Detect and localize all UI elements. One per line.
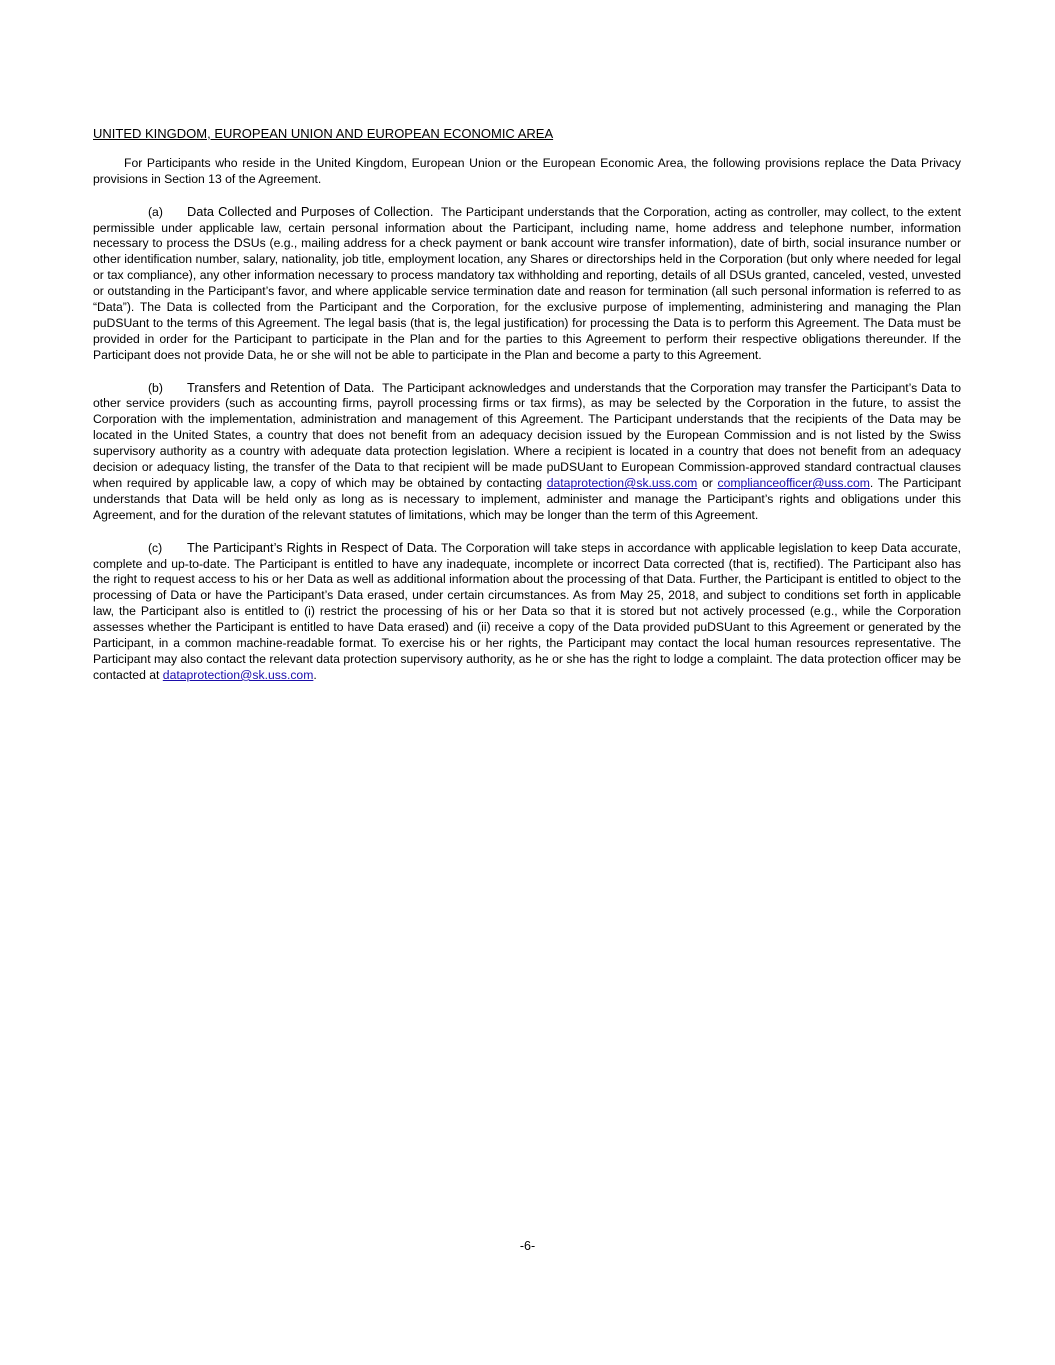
paragraph-c-title: The Participant’s Rights in Respect of Data. — [187, 539, 438, 555]
paragraph-b-label: (b) — [148, 380, 163, 395]
paragraph-b-title: Transfers and Retention of Data. — [187, 379, 375, 395]
dpo-email-link[interactable]: dataprotection@sk.uss.com — [162, 667, 314, 682]
paragraph-a-title: Data Collected and Purposes of Collection. — [187, 203, 434, 219]
intro-paragraph: For Participants who reside in the United Kingdom, European Union or the European Economic Area, the following provisions replace the Data Privacy provisions in Section 13 of the Agreement. — [93, 155, 961, 186]
dataprotection-email-link[interactable]: dataprotection@sk.uss.com — [546, 476, 698, 490]
paragraph-c — [93, 540, 961, 684]
section-heading: UNITED KINGDOM, EUROPEAN UNION AND EUROPEAN ECONOMIC AREA — [93, 126, 554, 141]
paragraph-a-text: The Participant understands that the Corporation, acting as controller, may collect, to the extent permissible under applicable law, certain personal information about the Participant, including name, home address and telephone number, information necessary to process the DSUs (e.g., mailing address for a check payment or bank account wire transfer information), date of birth, social insurance number or other identification number, salary, nationality, job title, employment location, any Shares or directorships held in the Corporation (but only where needed for legal or tax compliance), any other information necessary to process mandatory tax withholding and reporting, details of all DSUs granted, canceled, vested, unvested or outstanding in the Participant’s favor, and where applicable service termination date and reason for termination (all such personal information is referred to as “Data”). The Data is collected from the Participant and the Corporation, for the exclusive purpose of implementing, administering and managing the Plan puDSUant to the terms of this Agreement. The legal basis (that is, the legal justification) for processing the Data is to perform this Agreement. The Data must be provided in order for the Participant to participate in the Plan and for the parties to this Agreement to perform their respective obligations thereunder. If the Participant does not provide Data, he or she will not be able to participate in the Plan and become a party to this Agreement. — [93, 204, 961, 362]
document-page — [93, 126, 961, 700]
paragraph-c-label: (c) — [148, 540, 163, 555]
paragraph-a-label: (a) — [148, 204, 163, 219]
paragraph-b-joiner: or — [702, 476, 713, 490]
page-number: -6- — [519, 1239, 536, 1253]
paragraph-b-text-before: The Participant acknowledges and understands that the Corporation may transfer the Participant’s Data to other service providers (such as accounting firms, payroll processing firms or tax firms), as may be selected by the Corporation in the future, to assist the Corporation with the implementation, administration and management of this Agreement. The Participant understands that the recipients of the Data may be located in the United States, a country that does not benefit from an adequacy decision issued by the European Commission and is not listed by the Swiss supervisory authority as a country with adequate data protection legislation. Where a recipient is located in a country that does not benefit from an adequacy decision or adequacy listing, the transfer of the Data to that recipient will be made puDSUant to European Commission-approved standard contractual clauses when required by applicable law, a copy of which may be obtained by contacting — [93, 380, 961, 490]
complianceofficer-email-link[interactable]: complianceofficer@uss.com — [717, 476, 870, 490]
paragraph-a — [93, 204, 961, 364]
paragraph-b-text-after: . The Participant understands that Data will be held only as long as is necessary to implement, administer and manage the Participant’s rights and obligations under this Agreement, and for the duration of the relevant statutes of limitations, which may be longer than the term of this Agreement. — [93, 476, 962, 522]
paragraph-b — [93, 380, 961, 524]
paragraph-c-text-before: The Corporation will take steps in accordance with applicable legislation to keep Data accurate, complete and up-to-date. The Participant is entitled to have any inadequate, incomplete or incorrect Data corrected (that is, rectified). The Participant also has the right to request access to his or her Data as well as additional information about the processing of that Data. Further, the Participant is entitled to object to the processing of Data or have the Participant’s Data erased, under certain circumstances. As from May 25, 2018, and subject to conditions set forth in applicable law, the Participant also is entitled to (i) restrict the processing of his or her Data so that it is stored but not actively processed (e.g., while the Corporation assesses whether the Participant is entitled to have Data erased) and (ii) receive a copy of the Data provided puDSUant to this Agreement or generated by the Participant, in a common machine-readable format. To exercise his or her rights, the Participant may contact the local human resources representative. The Participant may also contact the relevant data protection supervisory authority, as he or she has the right to lodge a complaint. The data protection officer may be contacted at — [93, 540, 961, 682]
paragraph-c-text-after: . — [313, 667, 317, 682]
